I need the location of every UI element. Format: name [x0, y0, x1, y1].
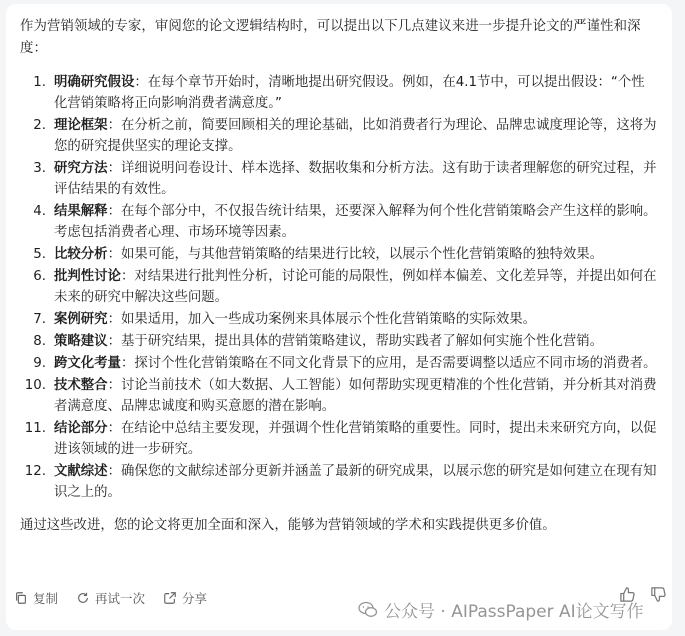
item-number: 2.: [33, 118, 46, 133]
item-number: 8.: [33, 334, 46, 349]
share-button[interactable]: [163, 589, 207, 607]
list-item: [20, 309, 658, 330]
refresh-icon: [76, 591, 90, 605]
list-item: [20, 266, 658, 308]
feedback-tools: [619, 586, 667, 603]
thumbs-up-icon[interactable]: [619, 586, 636, 603]
list-item: [20, 331, 658, 352]
item-text: ：如果可能，与其他营销策略的结果进行比较，以展示个性化营销策略的独特效果。: [107, 247, 604, 262]
intro-text: 作为营销领域的专家，审阅您的论文逻辑结构时，可以提出以下几点建议来进一步提升论文的严谨性和深度：: [20, 19, 641, 56]
list-item: [20, 418, 658, 460]
item-title: 技术整合: [54, 378, 108, 393]
item-number: 9.: [33, 356, 46, 371]
item-number: 7.: [33, 312, 46, 327]
item-text: ：详细说明问卷设计、样本选择、数据收集和分析方法。这有助于读者理解您的研究过程，并评估结果的有效性。: [54, 161, 657, 197]
wechat-icon: [358, 601, 378, 619]
item-title: 文献综述: [54, 464, 108, 479]
item-text: ：探讨个性化营销策略在不同文化背景下的应用，是否需要调整以适应不同市场的消费者。: [120, 356, 657, 371]
item-title: 批判性讨论: [54, 269, 121, 284]
list-item: [20, 461, 658, 503]
item-text: ：确保您的文献综述部分更新并涵盖了最新的研究成果，以展示您的研究是如何建立在现有知识之上的。: [54, 464, 657, 500]
list-item: [20, 158, 658, 200]
item-text: ：在每个章节开始时，清晰地提出研究假设。例如，在4.1节中，可以提出假设：“个性化营销策略将正向影响消费者满意度。”: [54, 75, 645, 111]
copy-icon: [14, 591, 28, 605]
list-item: [20, 201, 658, 243]
item-text: ：在每个部分中，不仅报告统计结果，还要深入解释为何个性化营销策略会产生这样的影响。考虑包括消费者心理、市场环境等因素。: [54, 204, 657, 240]
item-text: ：对结果进行批判性分析，讨论可能的局限性，例如样本偏差、文化差异等，并提出如何在未来的研究中解决这些问题。: [54, 269, 657, 305]
item-number: 1.: [33, 75, 46, 90]
copy-label: 复制: [33, 591, 59, 606]
item-number: 6.: [33, 269, 46, 284]
retry-button[interactable]: [76, 589, 145, 607]
item-text: ：在分析之前，简要回顾相关的理论基础，比如消费者行为理论、品牌忠诚度理论等，这将为您的研究提供坚实的理论支撑。: [54, 118, 657, 154]
list-item: [20, 115, 658, 157]
item-number: 10.: [24, 378, 46, 393]
item-text: ：如果适用，加入一些成功案例来具体展示个性化营销策略的实际效果。: [107, 312, 537, 327]
item-title: 研究方法: [54, 161, 108, 176]
item-title: 结果解释: [54, 204, 108, 219]
thumbs-down-icon[interactable]: [650, 586, 667, 603]
item-number: 12.: [24, 464, 46, 479]
item-text: ：讨论当前技术（如大数据、人工智能）如何帮助实现更精准的个性化营销，并分析其对消费者满意度、品牌忠诚度和购买意愿的潜在影响。: [54, 378, 657, 414]
outro-text: 通过这些改进，您的论文将更加全面和深入，能够为营销领域的学术和实践提供更多价值。: [20, 518, 556, 533]
item-title: 结论部分: [54, 421, 108, 436]
item-title: 明确研究假设: [54, 75, 135, 90]
list-item: [20, 375, 658, 417]
item-text: ：在结论中总结主要发现，并强调个性化营销策略的重要性。同时，提出未来研究方向，以促进该领域的进一步研究。: [54, 421, 657, 457]
item-title: 案例研究: [54, 312, 108, 327]
suggestion-list: [20, 72, 658, 503]
watermark: [358, 597, 644, 622]
item-number: 5.: [33, 247, 46, 262]
share-icon: [163, 591, 177, 605]
item-title: 理论框架: [54, 118, 108, 133]
response-actions: [14, 589, 207, 607]
item-title: 跨文化考量: [54, 356, 121, 371]
share-label: 分享: [182, 591, 208, 606]
item-number: 11.: [24, 421, 46, 436]
item-number: 3.: [33, 161, 46, 176]
item-title: 比较分析: [54, 247, 108, 262]
item-text: ：基于研究结果，提出具体的营销策略建议，帮助实践者了解如何实施个性化营销。: [107, 334, 604, 349]
chat-response-card: [6, 4, 672, 630]
item-title: 策略建议: [54, 334, 108, 349]
list-item: [20, 244, 658, 265]
item-number: 4.: [33, 204, 46, 219]
retry-label: 再试一次: [95, 591, 146, 606]
watermark-text: 公众号 · AIPassPaper AI论文写作: [384, 602, 644, 622]
copy-button[interactable]: [14, 589, 58, 607]
list-item: [20, 353, 658, 374]
list-item: [20, 72, 658, 114]
